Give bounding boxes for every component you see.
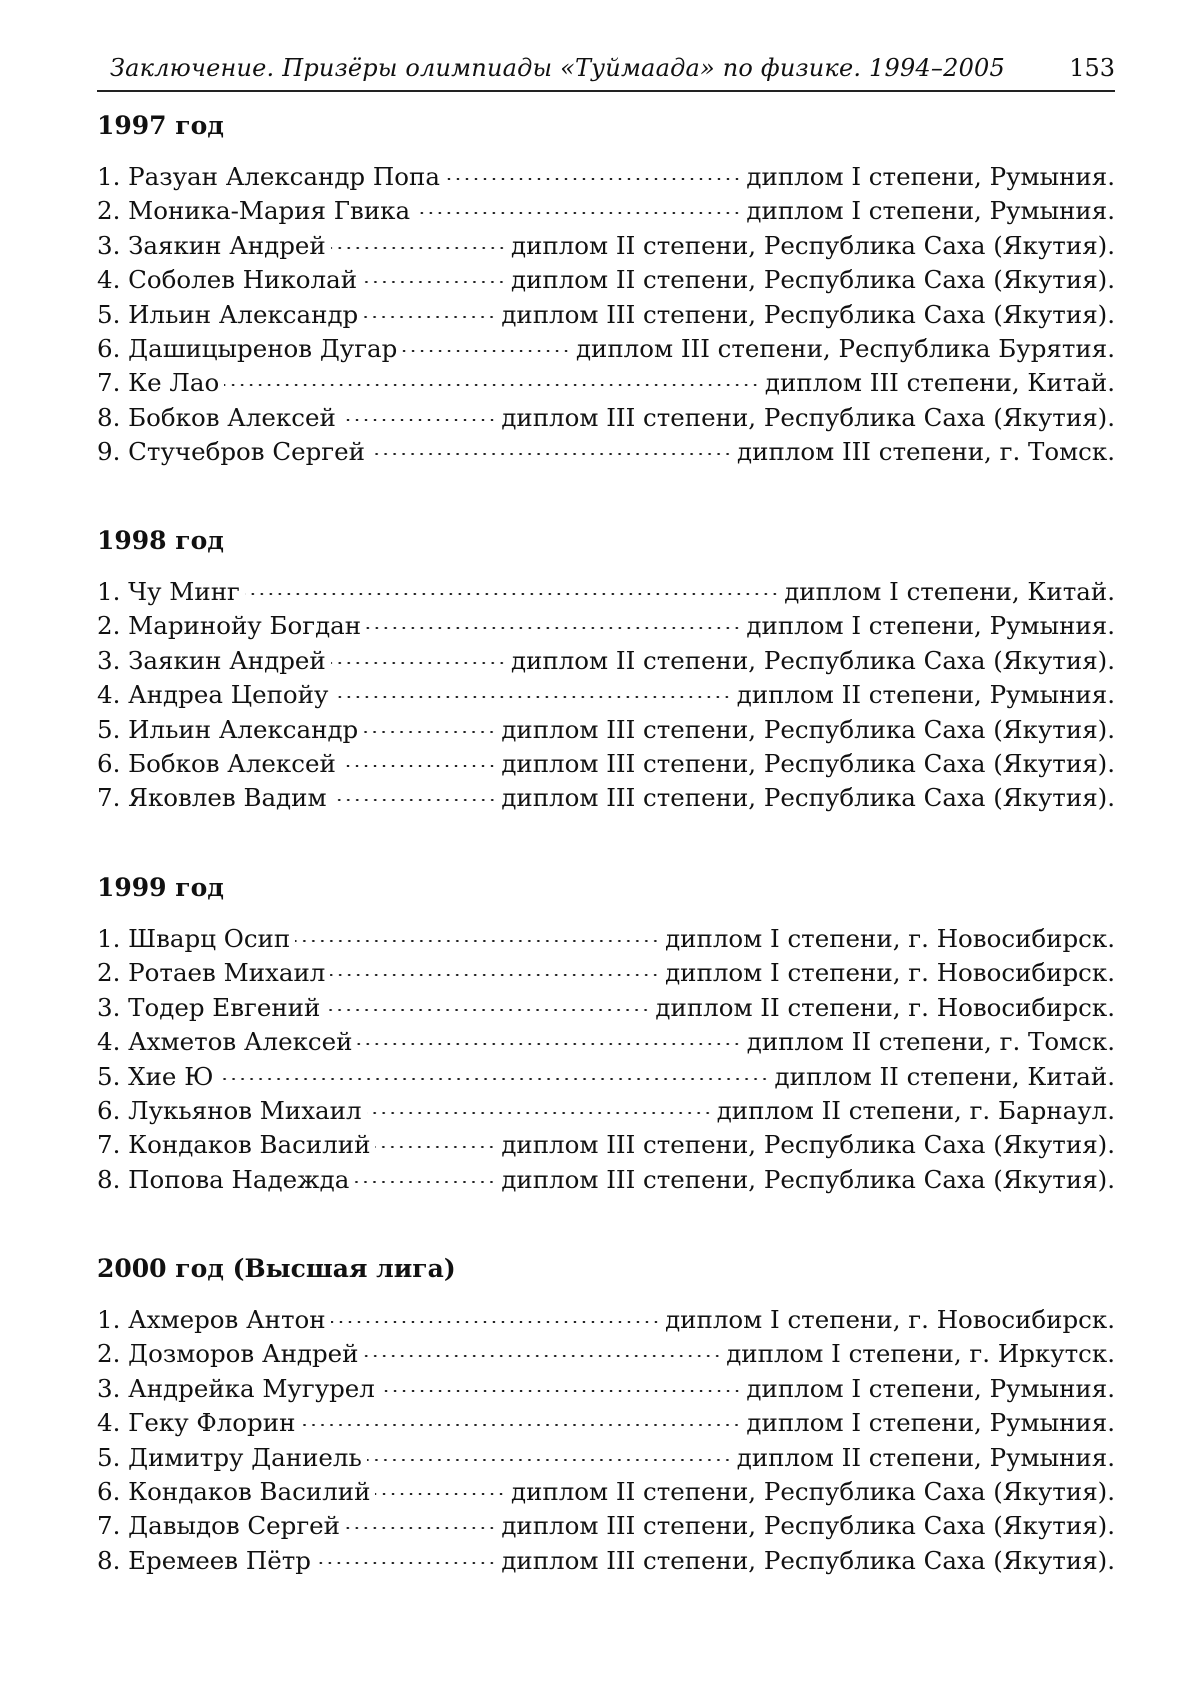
- list-item: [97, 162, 1115, 196]
- list-item: [97, 1096, 1115, 1130]
- awards-list: [97, 924, 1115, 1199]
- winner-name: 1. Ахмеров Антон: [97, 1305, 326, 1334]
- dot-leader: [331, 662, 506, 664]
- list-item: [97, 715, 1115, 749]
- dot-leader: [415, 212, 741, 214]
- award-description: диплом III степени, Республика Саха (Якутия).: [501, 1164, 1115, 1194]
- winner-name: 5. Ильин Александр: [97, 714, 359, 744]
- list-item: [97, 1408, 1115, 1442]
- award-description: диплом II степени, Румыния.: [736, 1442, 1115, 1472]
- award-description: диплом II степени, г. Новосибирск.: [655, 992, 1115, 1022]
- winner-name: 5. Ильин Александр: [97, 299, 359, 329]
- winner-name: 1. Шварц Осип: [97, 924, 291, 953]
- winner-name: 2. Моника-Мария Гвика: [97, 196, 411, 226]
- dot-leader: [245, 593, 779, 595]
- award-description: диплом I степени, г. Иркутск.: [726, 1339, 1115, 1369]
- list-item: [97, 368, 1115, 402]
- dot-leader: [375, 1146, 496, 1148]
- winner-name: 3. Заякин Андрей: [97, 230, 326, 260]
- winner-name: 4. Соболев Николай: [97, 265, 358, 295]
- award-description: диплом II степени, Республика Саха (Якутия).: [510, 230, 1115, 260]
- winner-name: 8. Еремеев Пётр: [97, 1545, 311, 1575]
- award-description: диплом III степени, Республика Саха (Якутия).: [501, 402, 1115, 432]
- list-item: [97, 265, 1115, 299]
- dot-leader: [331, 247, 506, 249]
- section-title: 2000 год (Высшая лига): [97, 1254, 456, 1283]
- award-description: диплом III степени, Республика Саха (Якутия).: [501, 714, 1115, 744]
- dot-leader: [366, 627, 741, 629]
- award-description: диплом III степени, г. Томск.: [737, 437, 1115, 467]
- winner-name: 7. Кондаков Василий: [97, 1130, 371, 1160]
- section-1998: [97, 523, 1115, 818]
- section-1997: [97, 108, 1115, 472]
- award-description: диплом I степени, Румыния.: [746, 1373, 1115, 1403]
- award-description: диплом III степени, Республика Саха (Якутия).: [501, 299, 1115, 329]
- award-description: диплом I степени, Румыния.: [746, 1408, 1115, 1438]
- dot-leader: [332, 799, 497, 801]
- award-description: диплом III степени, Республика Саха (Якутия).: [501, 1545, 1115, 1575]
- winner-name: 1. Разуан Александр Попа: [97, 162, 440, 191]
- dot-leader: [402, 350, 571, 352]
- dot-leader: [363, 731, 496, 733]
- dot-leader: [357, 1043, 741, 1045]
- list-item: [97, 1374, 1115, 1408]
- list-item: [97, 680, 1115, 714]
- list-item: [97, 749, 1115, 783]
- winner-name: 5. Хие Ю: [97, 1061, 214, 1091]
- winner-name: 6. Лукьянов Михаил: [97, 1095, 362, 1125]
- section-title: 1998 год: [97, 526, 224, 555]
- winner-name: 3. Заякин Андрей: [97, 645, 326, 675]
- winner-name: 4. Геку Флорин: [97, 1408, 296, 1438]
- list-item: [97, 196, 1115, 230]
- award-description: диплом I степени, Румыния.: [746, 196, 1115, 226]
- list-item: [97, 993, 1115, 1027]
- award-description: диплом III степени, Республика Саха (Якутия).: [501, 1511, 1115, 1541]
- winner-name: 8. Бобков Алексей: [97, 402, 336, 432]
- award-description: диплом II степени, г. Барнаул.: [716, 1095, 1115, 1125]
- dot-leader: [345, 1527, 496, 1529]
- dot-leader: [370, 453, 732, 455]
- list-item: [97, 1165, 1115, 1199]
- winner-name: 2. Маринойу Богдан: [97, 611, 362, 641]
- dot-leader: [333, 696, 731, 698]
- awards-list: [97, 577, 1115, 818]
- winner-name: 5. Димитру Даниель: [97, 1442, 362, 1472]
- section-1999: [97, 870, 1115, 1199]
- dot-leader: [325, 1009, 650, 1011]
- list-item: [97, 334, 1115, 368]
- award-description: диплом II степени, г. Томск.: [746, 1027, 1115, 1057]
- winner-name: 8. Попова Надежда: [97, 1164, 350, 1194]
- dot-leader: [354, 1181, 496, 1183]
- dot-leader: [331, 1321, 660, 1323]
- section-title: 1999 год: [97, 873, 224, 902]
- award-description: диплом I степени, Китай.: [784, 577, 1115, 606]
- dot-leader: [375, 1493, 506, 1495]
- winner-name: 7. Ке Лао: [97, 368, 220, 398]
- winner-name: 6. Бобков Алексей: [97, 748, 336, 778]
- award-description: диплом III степени, Республика Саха (Якутия).: [501, 748, 1115, 778]
- winner-name: 2. Дозморов Андрей: [97, 1339, 359, 1369]
- award-description: диплом II степени, Республика Саха (Якутия).: [510, 265, 1115, 295]
- list-item: [97, 924, 1115, 958]
- dot-leader: [224, 384, 760, 386]
- list-item: [97, 783, 1115, 817]
- dot-leader: [330, 974, 660, 976]
- list-item: [97, 1130, 1115, 1164]
- winner-name: 7. Давыдов Сергей: [97, 1511, 340, 1541]
- dot-leader: [445, 178, 741, 180]
- winner-name: 7. Яковлев Вадим: [97, 783, 327, 813]
- list-item: [97, 958, 1115, 992]
- list-item: [97, 1339, 1115, 1373]
- list-item: [97, 646, 1115, 680]
- list-item: [97, 1511, 1115, 1545]
- award-description: диплом III степени, Китай.: [764, 368, 1115, 398]
- winner-name: 6. Кондаков Василий: [97, 1476, 371, 1506]
- award-description: диплом II степени, Китай.: [774, 1061, 1115, 1091]
- winner-name: 2. Ротаев Михаил: [97, 958, 326, 988]
- dot-leader: [362, 281, 506, 283]
- list-item: [97, 403, 1115, 437]
- winner-name: 9. Стучебров Сергей: [97, 437, 365, 467]
- award-description: диплом III степени, Республика Саха (Якутия).: [501, 783, 1115, 813]
- list-item: [97, 1305, 1115, 1339]
- dot-leader: [364, 1355, 722, 1357]
- list-item: [97, 611, 1115, 645]
- award-description: диплом I степени, Румыния.: [746, 162, 1115, 191]
- list-item: [97, 1443, 1115, 1477]
- award-description: диплом I степени, Румыния.: [746, 611, 1115, 641]
- list-item: [97, 300, 1115, 334]
- list-item: [97, 1062, 1115, 1096]
- winner-name: 4. Ахметов Алексей: [97, 1027, 353, 1057]
- running-title: Заключение. Призёры олимпиады «Туймаада» по физике. 1994–2005: [109, 54, 1005, 82]
- dot-leader: [341, 419, 497, 421]
- dot-leader: [363, 316, 496, 318]
- list-item: [97, 1477, 1115, 1511]
- dot-leader: [367, 1459, 732, 1461]
- dot-leader: [300, 1424, 741, 1426]
- dot-leader: [367, 1112, 712, 1114]
- winner-name: 1. Чу Минг: [97, 577, 240, 606]
- list-item: [97, 577, 1115, 611]
- dot-leader: [316, 1562, 496, 1564]
- list-item: [97, 231, 1115, 265]
- list-item: [97, 1027, 1115, 1061]
- award-description: диплом I степени, г. Новосибирск.: [665, 1305, 1115, 1334]
- winner-name: 6. Дашицыренов Дугар: [97, 333, 398, 363]
- award-description: диплом I степени, г. Новосибирск.: [665, 924, 1115, 953]
- list-item: [97, 1546, 1115, 1580]
- award-description: диплом I степени, г. Новосибирск.: [665, 958, 1115, 988]
- dot-leader: [218, 1078, 769, 1080]
- dot-leader: [380, 1390, 742, 1392]
- award-description: диплом III степени, Республика Саха (Якутия).: [501, 1130, 1115, 1160]
- winner-name: 3. Тодер Евгений: [97, 992, 321, 1022]
- awards-list: [97, 162, 1115, 472]
- award-description: диплом III степени, Республика Бурятия.: [575, 333, 1115, 363]
- award-description: диплом II степени, Румыния.: [736, 680, 1115, 710]
- section-title: 1997 год: [97, 111, 224, 140]
- section-2000: [97, 1251, 1115, 1580]
- winner-name: 3. Андрейка Мугурел: [97, 1373, 375, 1403]
- award-description: диплом II степени, Республика Саха (Якутия).: [510, 645, 1115, 675]
- page-number: 153: [1069, 54, 1115, 82]
- dot-leader: [295, 940, 660, 942]
- dot-leader: [341, 765, 497, 767]
- award-description: диплом II степени, Республика Саха (Якутия).: [510, 1476, 1115, 1506]
- winner-name: 4. Андреа Цепойу: [97, 680, 329, 710]
- awards-list: [97, 1305, 1115, 1580]
- running-header: [97, 52, 1115, 92]
- list-item: [97, 437, 1115, 471]
